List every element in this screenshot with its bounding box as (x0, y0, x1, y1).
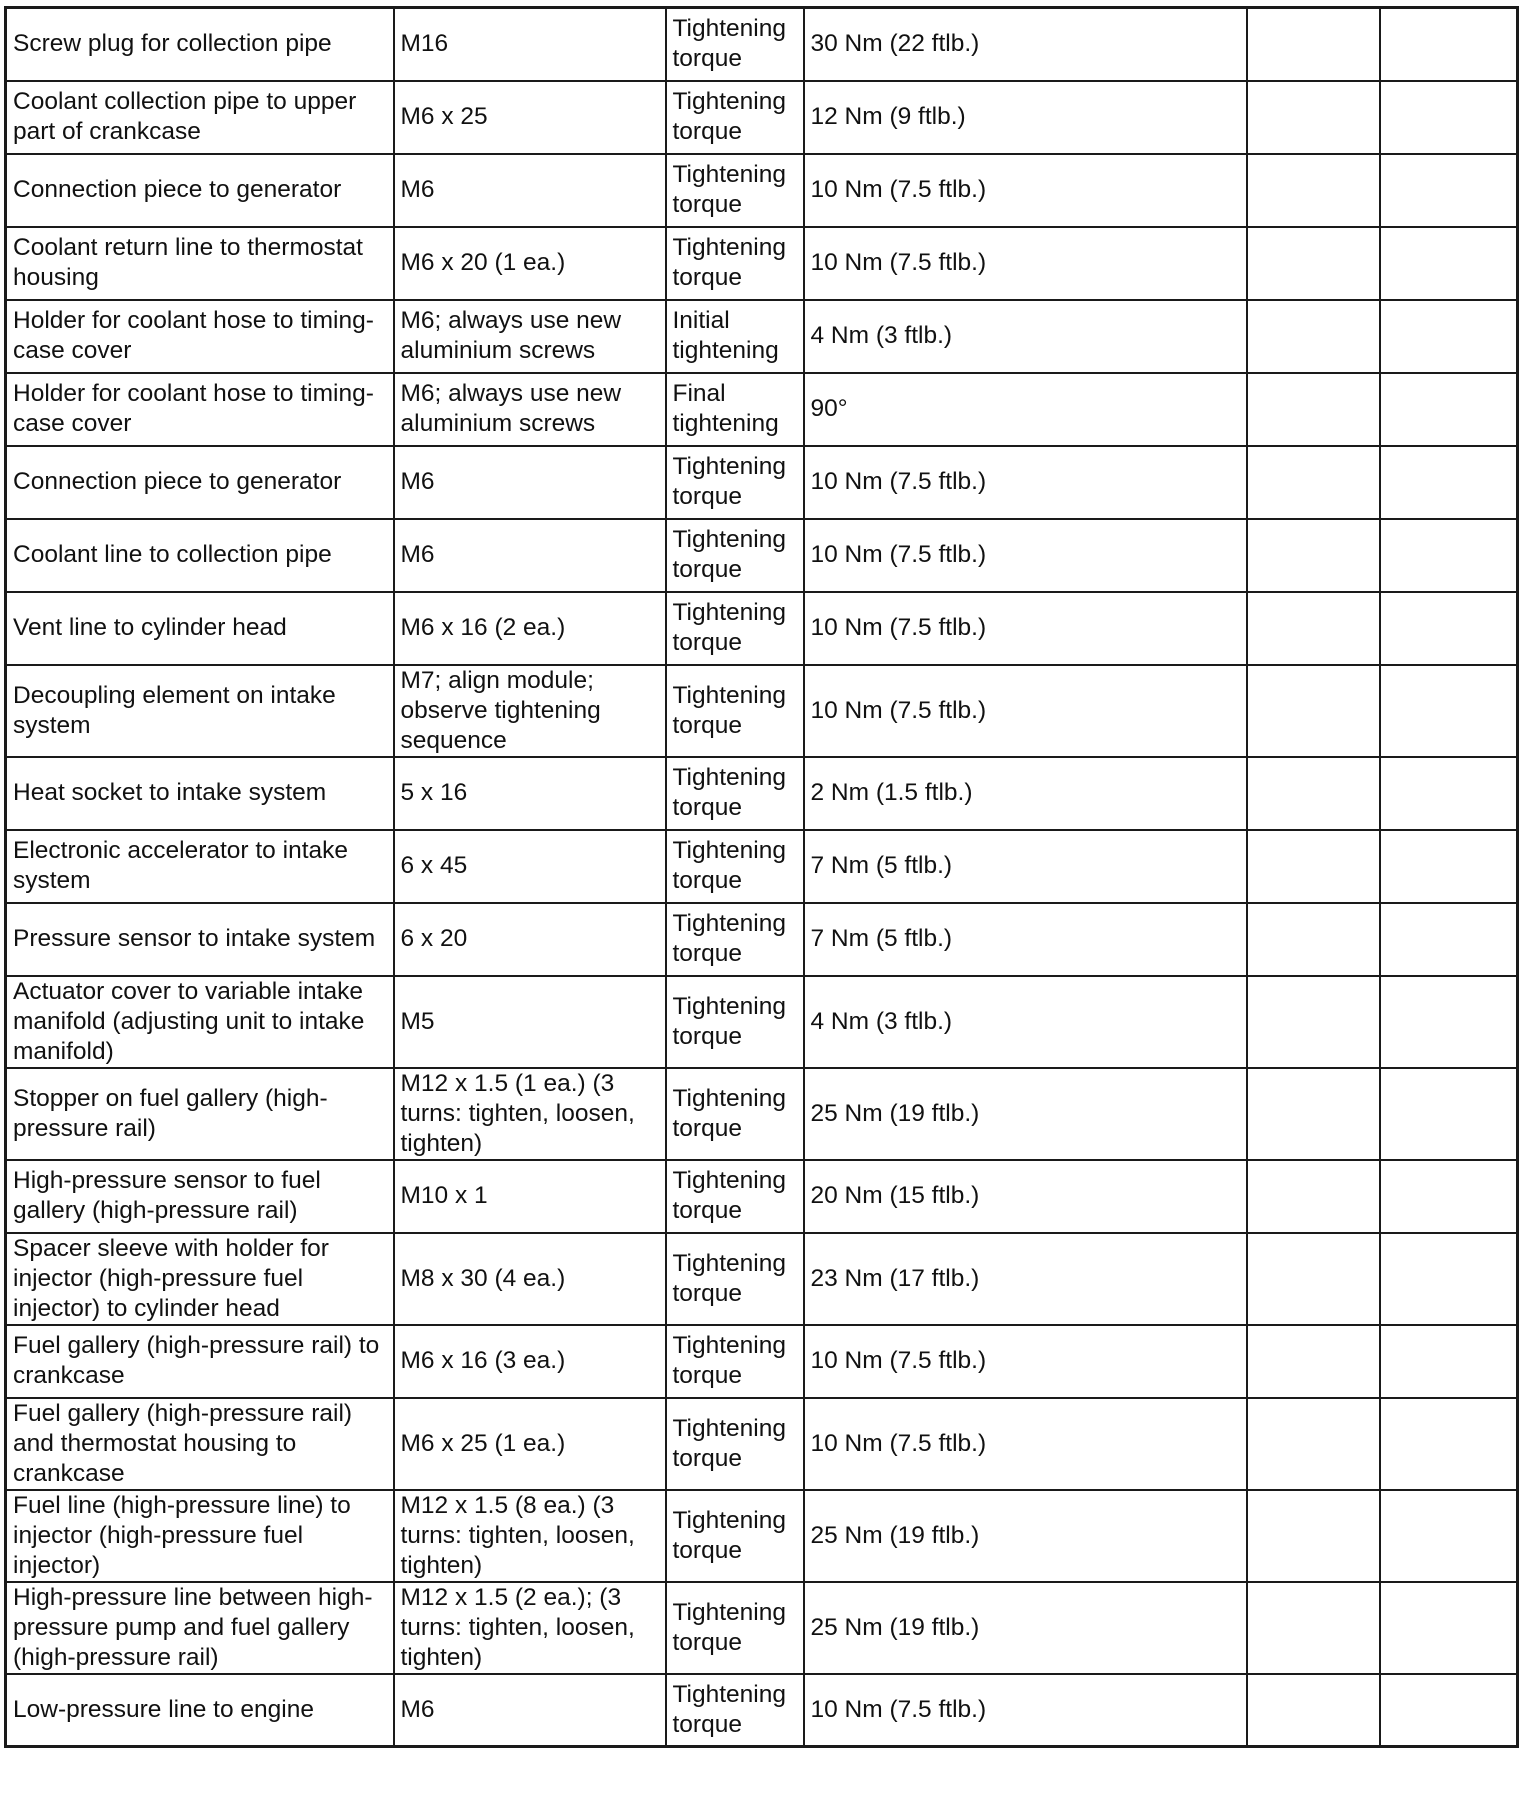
table-row (6, 1582, 1518, 1674)
component-cell: Electronic accelerator to intake system (6, 830, 394, 903)
table-row (6, 227, 1518, 300)
size-cell: M6 x 20 (1 ea.) (394, 227, 666, 300)
size-cell: M5 (394, 976, 666, 1068)
size-cell: M6 (394, 1674, 666, 1747)
torque-type-cell: Tightening torque (666, 519, 804, 592)
torque-value-cell: 90° (804, 373, 1247, 446)
torque-type-cell: Tightening torque (666, 1325, 804, 1398)
torque-value-cell: 4 Nm (3 ftlb.) (804, 300, 1247, 373)
torque-value-cell: 10 Nm (7.5 ftlb.) (804, 154, 1247, 227)
size-cell: M12 x 1.5 (1 ea.) (3 turns: tighten, loosen, tighten) (394, 1068, 666, 1160)
component-cell: Screw plug for collection pipe (6, 8, 394, 81)
torque-type-cell: Tightening torque (666, 976, 804, 1068)
blank-cell (1380, 1398, 1518, 1490)
torque-type-cell: Tightening torque (666, 154, 804, 227)
component-cell: Fuel gallery (high-pressure rail) to crankcase (6, 1325, 394, 1398)
torque-value-cell: 4 Nm (3 ftlb.) (804, 976, 1247, 1068)
blank-cell (1380, 227, 1518, 300)
component-cell: Holder for coolant hose to timing-case cover (6, 300, 394, 373)
size-cell: M12 x 1.5 (8 ea.) (3 turns: tighten, loosen, tighten) (394, 1490, 666, 1582)
table-row (6, 1068, 1518, 1160)
blank-cell (1380, 903, 1518, 976)
size-cell: M10 x 1 (394, 1160, 666, 1233)
blank-cell (1380, 1068, 1518, 1160)
torque-spec-table-body (6, 8, 1518, 1747)
torque-type-cell: Initial tightening (666, 300, 804, 373)
blank-cell (1247, 1160, 1380, 1233)
torque-type-cell: Tightening torque (666, 903, 804, 976)
torque-spec-table (4, 6, 1519, 1748)
size-cell: M6 x 25 (1 ea.) (394, 1398, 666, 1490)
size-cell: M6; always use new aluminium screws (394, 373, 666, 446)
blank-cell (1380, 446, 1518, 519)
table-row (6, 665, 1518, 757)
torque-value-cell: 25 Nm (19 ftlb.) (804, 1068, 1247, 1160)
size-cell: M8 x 30 (4 ea.) (394, 1233, 666, 1325)
blank-cell (1380, 81, 1518, 154)
component-cell: Connection piece to generator (6, 446, 394, 519)
size-cell: 5 x 16 (394, 757, 666, 830)
component-cell: Low-pressure line to engine (6, 1674, 394, 1747)
blank-cell (1380, 8, 1518, 81)
blank-cell (1380, 1582, 1518, 1674)
component-cell: Stopper on fuel gallery (high-pressure rail) (6, 1068, 394, 1160)
blank-cell (1380, 154, 1518, 227)
torque-type-cell: Tightening torque (666, 8, 804, 81)
blank-cell (1247, 903, 1380, 976)
table-row (6, 1398, 1518, 1490)
size-cell: M6 (394, 519, 666, 592)
torque-type-cell: Tightening torque (666, 592, 804, 665)
torque-value-cell: 10 Nm (7.5 ftlb.) (804, 227, 1247, 300)
torque-type-cell: Tightening torque (666, 1398, 804, 1490)
torque-value-cell: 10 Nm (7.5 ftlb.) (804, 1398, 1247, 1490)
component-cell: Vent line to cylinder head (6, 592, 394, 665)
torque-type-cell: Tightening torque (666, 1068, 804, 1160)
blank-cell (1247, 1233, 1380, 1325)
component-cell: High-pressure sensor to fuel gallery (high-pressure rail) (6, 1160, 394, 1233)
torque-value-cell: 10 Nm (7.5 ftlb.) (804, 519, 1247, 592)
torque-type-cell: Tightening torque (666, 81, 804, 154)
blank-cell (1380, 830, 1518, 903)
blank-cell (1380, 976, 1518, 1068)
table-row (6, 300, 1518, 373)
table-row (6, 1674, 1518, 1747)
component-cell: Fuel gallery (high-pressure rail) and thermostat housing to crankcase (6, 1398, 394, 1490)
size-cell: M6 x 16 (2 ea.) (394, 592, 666, 665)
table-row (6, 830, 1518, 903)
blank-cell (1247, 757, 1380, 830)
torque-value-cell: 10 Nm (7.5 ftlb.) (804, 665, 1247, 757)
component-cell: Coolant collection pipe to upper part of crankcase (6, 81, 394, 154)
blank-cell (1247, 592, 1380, 665)
table-row (6, 592, 1518, 665)
blank-cell (1247, 1068, 1380, 1160)
table-row (6, 976, 1518, 1068)
torque-type-cell: Tightening torque (666, 757, 804, 830)
torque-value-cell: 25 Nm (19 ftlb.) (804, 1582, 1247, 1674)
blank-cell (1380, 757, 1518, 830)
component-cell: Fuel line (high-pressure line) to injector (high-pressure fuel injector) (6, 1490, 394, 1582)
blank-cell (1247, 154, 1380, 227)
blank-cell (1380, 1325, 1518, 1398)
torque-value-cell: 10 Nm (7.5 ftlb.) (804, 1325, 1247, 1398)
blank-cell (1380, 1490, 1518, 1582)
blank-cell (1247, 300, 1380, 373)
component-cell: Heat socket to intake system (6, 757, 394, 830)
size-cell: M7; align module; observe tightening sequence (394, 665, 666, 757)
torque-value-cell: 20 Nm (15 ftlb.) (804, 1160, 1247, 1233)
torque-value-cell: 7 Nm (5 ftlb.) (804, 903, 1247, 976)
blank-cell (1380, 300, 1518, 373)
blank-cell (1247, 830, 1380, 903)
size-cell: M16 (394, 8, 666, 81)
component-cell: High-pressure line between high-pressure pump and fuel gallery (high-pressure rail) (6, 1582, 394, 1674)
torque-type-cell: Tightening torque (666, 1233, 804, 1325)
torque-type-cell: Tightening torque (666, 446, 804, 519)
component-cell: Actuator cover to variable intake manifold (adjusting unit to intake manifold) (6, 976, 394, 1068)
torque-value-cell: 12 Nm (9 ftlb.) (804, 81, 1247, 154)
blank-cell (1247, 519, 1380, 592)
size-cell: M6 (394, 154, 666, 227)
blank-cell (1380, 665, 1518, 757)
table-row (6, 446, 1518, 519)
size-cell: 6 x 45 (394, 830, 666, 903)
component-cell: Spacer sleeve with holder for injector (high-pressure fuel injector) to cylinder head (6, 1233, 394, 1325)
torque-value-cell: 2 Nm (1.5 ftlb.) (804, 757, 1247, 830)
blank-cell (1380, 592, 1518, 665)
table-row (6, 519, 1518, 592)
blank-cell (1247, 1490, 1380, 1582)
size-cell: M6 (394, 446, 666, 519)
blank-cell (1247, 976, 1380, 1068)
torque-type-cell: Tightening torque (666, 227, 804, 300)
torque-type-cell: Tightening torque (666, 1674, 804, 1747)
table-row (6, 757, 1518, 830)
blank-cell (1247, 8, 1380, 81)
blank-cell (1247, 1674, 1380, 1747)
torque-value-cell: 7 Nm (5 ftlb.) (804, 830, 1247, 903)
torque-type-cell: Tightening torque (666, 1160, 804, 1233)
blank-cell (1247, 446, 1380, 519)
blank-cell (1247, 665, 1380, 757)
torque-value-cell: 10 Nm (7.5 ftlb.) (804, 446, 1247, 519)
blank-cell (1380, 1233, 1518, 1325)
component-cell: Coolant line to collection pipe (6, 519, 394, 592)
table-row (6, 81, 1518, 154)
table-row (6, 903, 1518, 976)
size-cell: M6 x 25 (394, 81, 666, 154)
blank-cell (1380, 1160, 1518, 1233)
blank-cell (1247, 81, 1380, 154)
component-cell: Decoupling element on intake system (6, 665, 394, 757)
torque-type-cell: Tightening torque (666, 830, 804, 903)
blank-cell (1247, 227, 1380, 300)
component-cell: Connection piece to generator (6, 154, 394, 227)
table-row (6, 8, 1518, 81)
size-cell: M6; always use new aluminium screws (394, 300, 666, 373)
size-cell: M6 x 16 (3 ea.) (394, 1325, 666, 1398)
size-cell: M12 x 1.5 (2 ea.); (3 turns: tighten, loosen, tighten) (394, 1582, 666, 1674)
blank-cell (1247, 1398, 1380, 1490)
size-cell: 6 x 20 (394, 903, 666, 976)
torque-value-cell: 25 Nm (19 ftlb.) (804, 1490, 1247, 1582)
blank-cell (1247, 373, 1380, 446)
table-row (6, 1490, 1518, 1582)
blank-cell (1380, 1674, 1518, 1747)
table-row (6, 154, 1518, 227)
torque-value-cell: 30 Nm (22 ftlb.) (804, 8, 1247, 81)
torque-value-cell: 23 Nm (17 ftlb.) (804, 1233, 1247, 1325)
component-cell: Holder for coolant hose to timing-case cover (6, 373, 394, 446)
torque-type-cell: Tightening torque (666, 1582, 804, 1674)
blank-cell (1247, 1325, 1380, 1398)
torque-value-cell: 10 Nm (7.5 ftlb.) (804, 1674, 1247, 1747)
torque-value-cell: 10 Nm (7.5 ftlb.) (804, 592, 1247, 665)
blank-cell (1247, 1582, 1380, 1674)
blank-cell (1380, 373, 1518, 446)
blank-cell (1380, 519, 1518, 592)
torque-type-cell: Final tightening (666, 373, 804, 446)
torque-type-cell: Tightening torque (666, 1490, 804, 1582)
component-cell: Pressure sensor to intake system (6, 903, 394, 976)
table-row (6, 1160, 1518, 1233)
table-row (6, 1233, 1518, 1325)
component-cell: Coolant return line to thermostat housing (6, 227, 394, 300)
table-row (6, 373, 1518, 446)
table-row (6, 1325, 1518, 1398)
torque-type-cell: Tightening torque (666, 665, 804, 757)
